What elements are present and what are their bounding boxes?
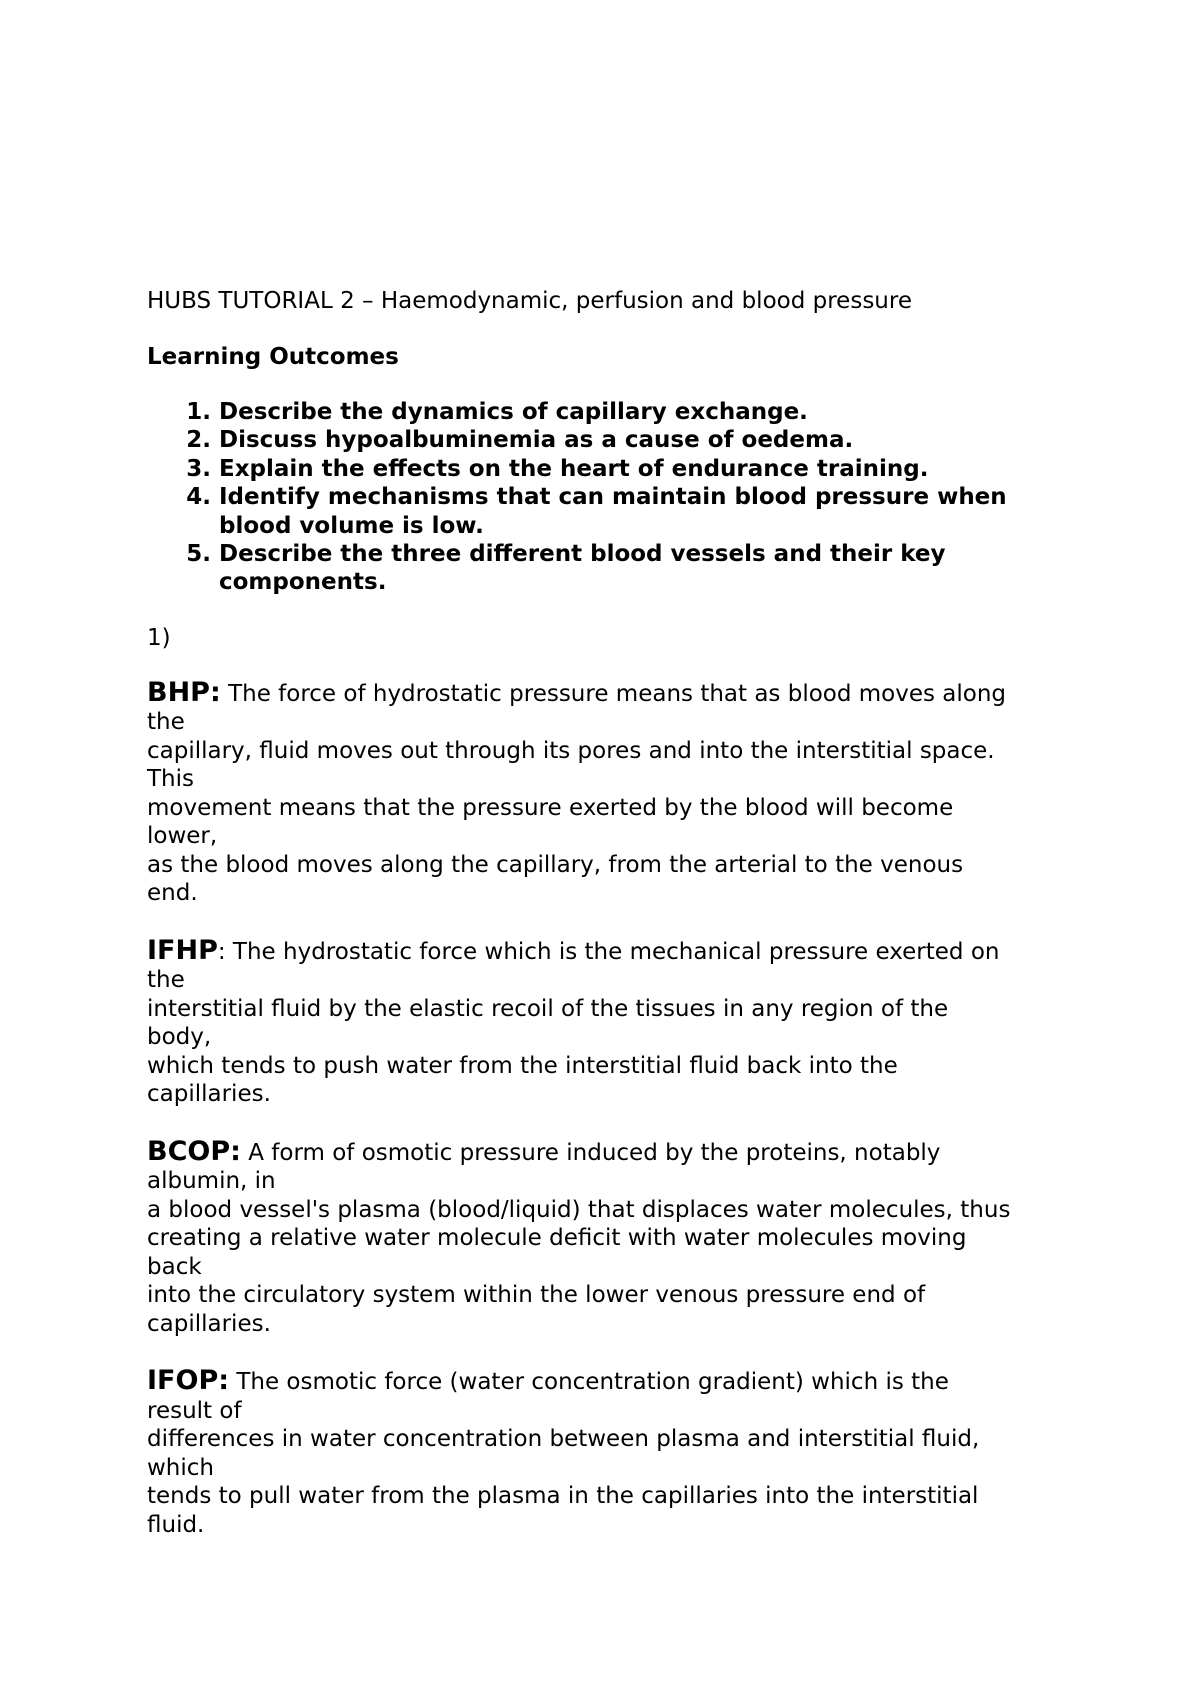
learning-outcomes-heading: Learning Outcomes xyxy=(147,344,399,370)
section-number: 1) xyxy=(147,624,171,651)
definition-text: A form of osmotic pressure induced by the proteins, notably xyxy=(240,1139,941,1166)
document-body xyxy=(147,286,1087,1539)
definition-text: back xyxy=(147,1253,202,1280)
definition-text: interstitial fluid by the elastic recoil of the tissues in any region of the xyxy=(147,995,949,1022)
learning-outcome-item: 5. Describe the three different blood vessels and their key components. xyxy=(219,540,1087,597)
definition-ifhp xyxy=(147,934,1087,1109)
definition-text: The osmotic force (water concentration gradient) which is the xyxy=(229,1369,949,1396)
learning-outcome-item: 4. Identify mechanisms that can maintain blood pressure when blood volume is low. xyxy=(219,483,1087,540)
definition-bhp xyxy=(147,676,1087,908)
definition-text: a blood vessel's plasma (blood/liquid) that displaces water molecules, thus xyxy=(147,1196,1011,1223)
learning-outcome-item: 3. Explain the effects on the heart of endurance training. xyxy=(219,455,1087,483)
learning-outcomes-list xyxy=(147,398,1087,597)
definition-term: IFOP: xyxy=(147,1365,230,1397)
definition-text: albumin, in xyxy=(147,1168,276,1195)
definition-text: capillaries. xyxy=(147,1310,271,1337)
definition-text: capillaries. xyxy=(147,1081,271,1108)
definition-text: result of xyxy=(147,1397,242,1424)
definition-text: lower, xyxy=(147,823,218,850)
definition-ifop xyxy=(147,1367,1087,1539)
definition-text: differences in water concentration between plasma and interstitial fluid, xyxy=(147,1426,980,1453)
definition-text: The force of hydrostatic pressure means that as blood moves along xyxy=(220,680,1007,707)
definition-text: tends to pull water from the plasma in the capillaries into the interstitial xyxy=(147,1483,979,1510)
definition-text: This xyxy=(147,766,194,793)
definition-term: BCOP: xyxy=(147,1135,241,1167)
definition-term: BHP: xyxy=(147,676,221,708)
definition-text: fluid. xyxy=(147,1511,205,1538)
definition-text: end. xyxy=(147,880,198,907)
definition-bcop xyxy=(147,1135,1087,1339)
definition-text: which tends to push water from the interstitial fluid back into the xyxy=(147,1052,898,1079)
definition-text: movement means that the pressure exerted by the blood will become xyxy=(147,794,954,821)
definition-text: the xyxy=(147,709,185,736)
definition-text: as the blood moves along the capillary, from the arterial to the venous xyxy=(147,851,964,878)
definition-text: capillary, fluid moves out through its pores and into the interstitial space. xyxy=(147,737,995,764)
definition-text: : The hydrostatic force which is the mechanical pressure exerted on xyxy=(217,938,1000,965)
definition-text: which xyxy=(147,1454,215,1481)
document-title: HUBS TUTORIAL 2 – Haemodynamic, perfusion and blood pressure xyxy=(147,288,912,314)
definition-text: creating a relative water molecule deficit with water molecules moving xyxy=(147,1225,967,1252)
learning-outcome-item: 2. Discuss hypoalbuminemia as a cause of oedema. xyxy=(219,426,1087,454)
definition-text: into the circulatory system within the lower venous pressure end of xyxy=(147,1282,926,1309)
definition-text: the xyxy=(147,967,185,994)
definition-text: body, xyxy=(147,1024,212,1051)
learning-outcome-item: 1. Describe the dynamics of capillary exchange. xyxy=(219,398,1087,426)
definition-term: IFHP xyxy=(147,934,218,966)
